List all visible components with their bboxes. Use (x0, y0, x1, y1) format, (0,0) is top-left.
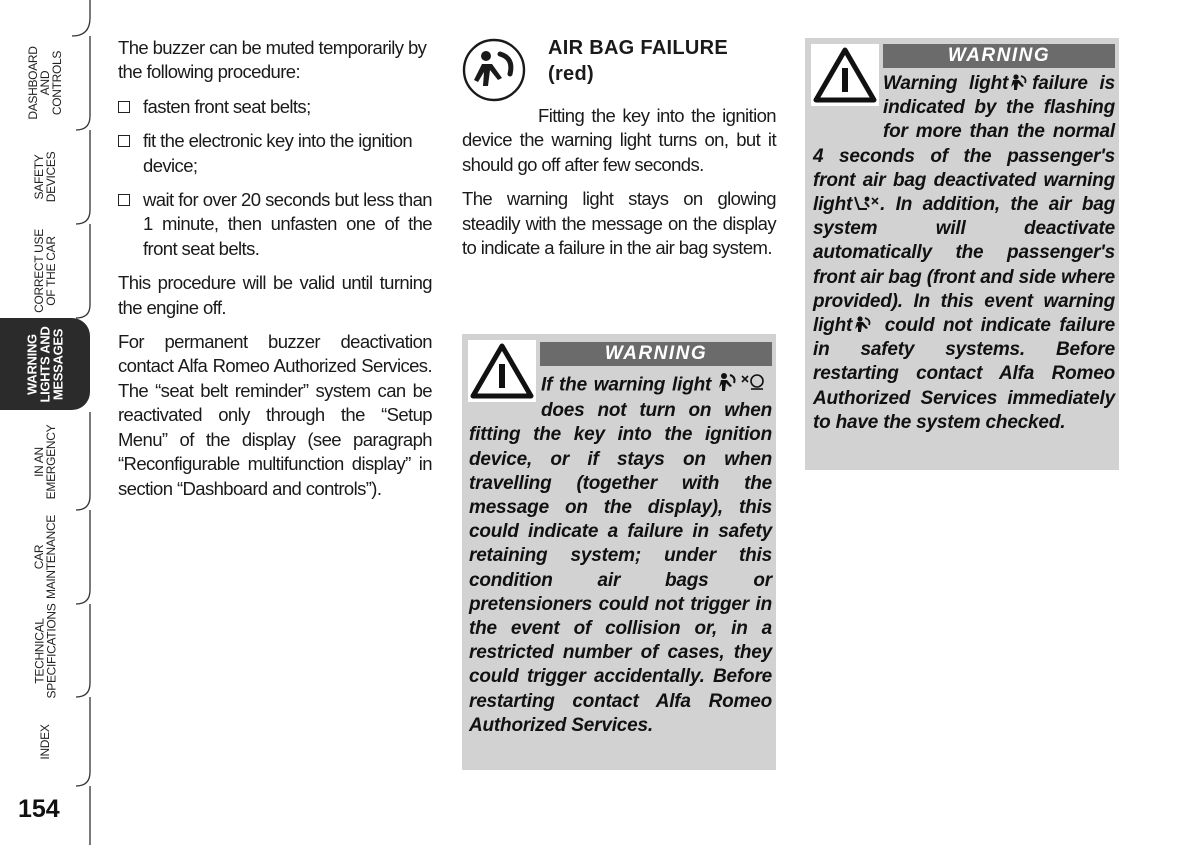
passenger-airbag-off-icon (852, 194, 880, 215)
checkbox-bullet-icon (118, 194, 130, 206)
airbag-and-belt-icons (718, 372, 766, 399)
warning-text (469, 372, 772, 738)
warning-heading: WARNING (540, 342, 772, 366)
tab-dashboard-and-controls[interactable] (0, 36, 90, 130)
airbag-warning-light-icon (462, 38, 526, 102)
section-sidebar (0, 0, 92, 845)
list-item-text: wait for over 20 seconds but less than 1 minute, then unfasten one of the front seat belts. (143, 189, 432, 259)
tab-label: TECHNICAL SPECIFICATIONS (32, 603, 58, 698)
warning-text-segment: failure is indicated by the flashing for more than the normal 4 seconds of the passenger's front air bag deactivated warning light (813, 73, 1115, 216)
tab-warning-lights-active[interactable] (0, 318, 90, 410)
list-item-text: fasten front seat belts; (143, 95, 311, 117)
intro-paragraph: The buzzer can be muted temporarily by the following procedure: (118, 37, 427, 83)
tab-label: CORRECT USE OF THE CAR (32, 229, 58, 313)
list-item (118, 95, 432, 119)
warning-text-segment: . In addition, the air bag system will deactivate automatically the passenger's front air bag (front and side where provided). In this event warning light (813, 194, 1115, 337)
checkbox-bullet-icon (118, 101, 130, 113)
title-line: (red) (548, 63, 594, 85)
tab-label: INDEX (38, 723, 52, 760)
checkbox-bullet-icon (118, 135, 130, 147)
tab-car-maintenance[interactable] (0, 510, 90, 604)
title-line: AIR BAG FAILURE (548, 37, 729, 59)
airbag-icon (852, 315, 876, 336)
warning-text (813, 72, 1115, 435)
tab-in-an-emergency[interactable] (0, 414, 90, 510)
airbag-failure-title (548, 35, 728, 87)
tab-index[interactable] (0, 697, 90, 786)
warning-text-segment: could not indicate failure in safety systems. Before restarting contact Alfa Romeo Authorized Services immediately to have the system checked. (813, 315, 1115, 433)
airbag-paragraph-1: Fitting the key into the ignition device the warning light turns on, but it should go off after few seconds. (462, 105, 776, 175)
warning-heading: WARNING (883, 44, 1115, 68)
warning-text-segment: does not turn on when fitting the key into the ignition device, or if stays on when travelling (together with the message on the display), this could indicate a failure in safety retaining system; under this condition air bags or pretensioners could not trigger in the event of collision or, in a restricted number of cases, they could trigger accidentally. Before restarting contact Alfa Romeo Authorized Services. (469, 400, 772, 736)
tab-label: DASHBOARD AND CONTROLS (26, 46, 64, 120)
airbag-paragraph-2: The warning light stays on glowing steadily with the message on the display to indicate a failure in the air bag system. (462, 188, 776, 259)
tab-label: WARNING LIGHTS AND MESSAGES (24, 326, 66, 402)
warning-box-passenger-airbag (805, 38, 1119, 470)
tab-technical-specifications[interactable] (0, 604, 90, 697)
validity-paragraph: This procedure will be valid until turning the engine off. (118, 272, 432, 318)
deactivation-paragraph: For permanent buzzer deactivation contact Alfa Romeo Authorized Services. The “seat belt reminder” system can be reactivated only through the “Setup Menu” of the display (see paragraph “Reconfigurable multifunction display” in section “Dashboard and controls”). (118, 331, 432, 499)
page-number: 154 (18, 795, 60, 823)
tab-correct-use[interactable] (0, 224, 90, 318)
tab-label: IN AN EMERGENCY (32, 424, 58, 500)
tab-label: SAFETY DEVICES (32, 151, 58, 203)
warning-text-segment: Warning light (883, 73, 1009, 94)
tab-label: CAR MAINTENANCE (32, 514, 58, 600)
list-item (118, 129, 432, 178)
warning-box-airbag (462, 334, 776, 770)
list-item-text: fit the electronic key into the ignition device; (143, 130, 413, 176)
tab-safety-devices[interactable] (0, 130, 90, 224)
airbag-icon (1008, 73, 1032, 94)
warning-text-segment: If the warning light (541, 374, 712, 396)
column-airbag (462, 104, 776, 270)
list-item (118, 188, 432, 261)
column-buzzer (118, 36, 432, 511)
